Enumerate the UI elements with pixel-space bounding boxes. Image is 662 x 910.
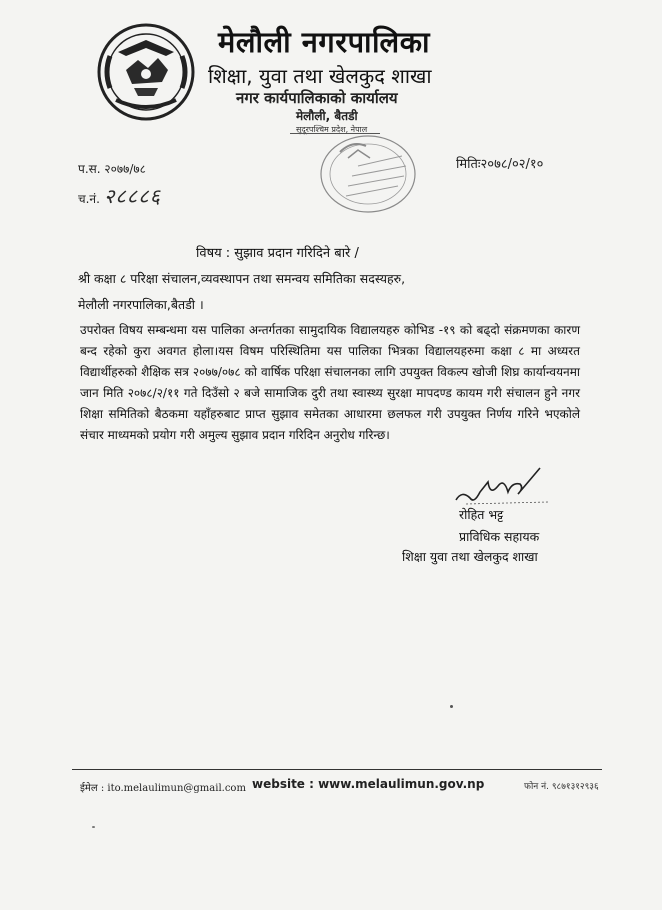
chalani-label: च.नं. (78, 192, 100, 206)
recipient-line-1: श्री कक्षा ८ परिक्षा संचालन,व्यवस्थापन तथा समन्वय समितिका सदस्यहरु, (78, 271, 406, 286)
footer-website: website : www.melaulimun.gov.np (252, 777, 485, 791)
speck-mark (92, 826, 95, 828)
letter-subject: विषय : सुझाव प्रदान गरिदिने बारे / (196, 246, 359, 261)
office-location: मेलौली, बैतडी (296, 109, 358, 123)
footer-divider (72, 769, 602, 770)
footer-phone: फोन नं. ९८७१३१२९३६ (524, 782, 599, 792)
speck-mark (450, 705, 453, 708)
signatory-designation: प्राविधिक सहायक (459, 529, 540, 544)
office-name: नगर कार्यपालिकाको कार्यालय (236, 89, 398, 107)
footer-email: ईमेल : ito.melaulimun@gmail.com (80, 783, 246, 794)
recipient-line-2: मेलौली नगरपालिका,बैतडी । (78, 297, 204, 312)
municipality-name: मेलौली नगरपालिका (218, 25, 431, 59)
province-name: सुदूरपश्चिम प्रदेश, नेपाल (296, 125, 368, 134)
signatory-name: रोहित भट्ट (459, 507, 504, 522)
section-name: शिक्षा, युवा तथा खेलकुद शाखा (208, 64, 432, 88)
letter-date: मितिः२०७८/०२/१० (456, 157, 544, 172)
fiscal-year: प.स. २०७७/७८ (78, 162, 146, 176)
signatory-section: शिक्षा युवा तथा खेलकुद शाखा (402, 549, 538, 564)
chalani-number: २८८८६ (104, 184, 161, 208)
signature-icon (452, 462, 552, 510)
office-seal-stamp (318, 130, 418, 215)
nepal-emblem-logo (96, 22, 196, 122)
letter-body: उपरोक्त विषय सम्बन्धमा यस पालिका अन्तर्गतका सामुदायिक विद्यालयहरु कोभिड -१९ को बढ्दो संक्रमणका कारण बन्द रहेको कुरा अवगत होला।यस विषम परिस्थितिमा यस पालिका भित्रका विद्यालयहरुमा कक्षा ८ मा अध्यरत विद्यार्थीहरुको शैक्षिक सत्र २०७७/०७८ को वार्षिक परिक्षा संचालनका लागि उपयुक्त विकल्प खोजी शिघ्र कार्यान्वयनमा जान मिति २०७८/२/११ गते दिउँसो २ बजे सामाजिक दुरी तथा स्वास्थ्य सुरक्षा मापदण्ड कायम गरी संचालन हुने नगर शिक्षा समितिको बैठकमा यहाँहरुबाट प्राप्त सुझाव समेतका आधारमा छलफल गरी उपयुक्त निर्णय गरिने भएकोले संचार माध्यमको प्रयोग गरी अमुल्य सुझाव प्रदान गरिदिन अनुरोध गरिन्छ। (80, 323, 580, 442)
